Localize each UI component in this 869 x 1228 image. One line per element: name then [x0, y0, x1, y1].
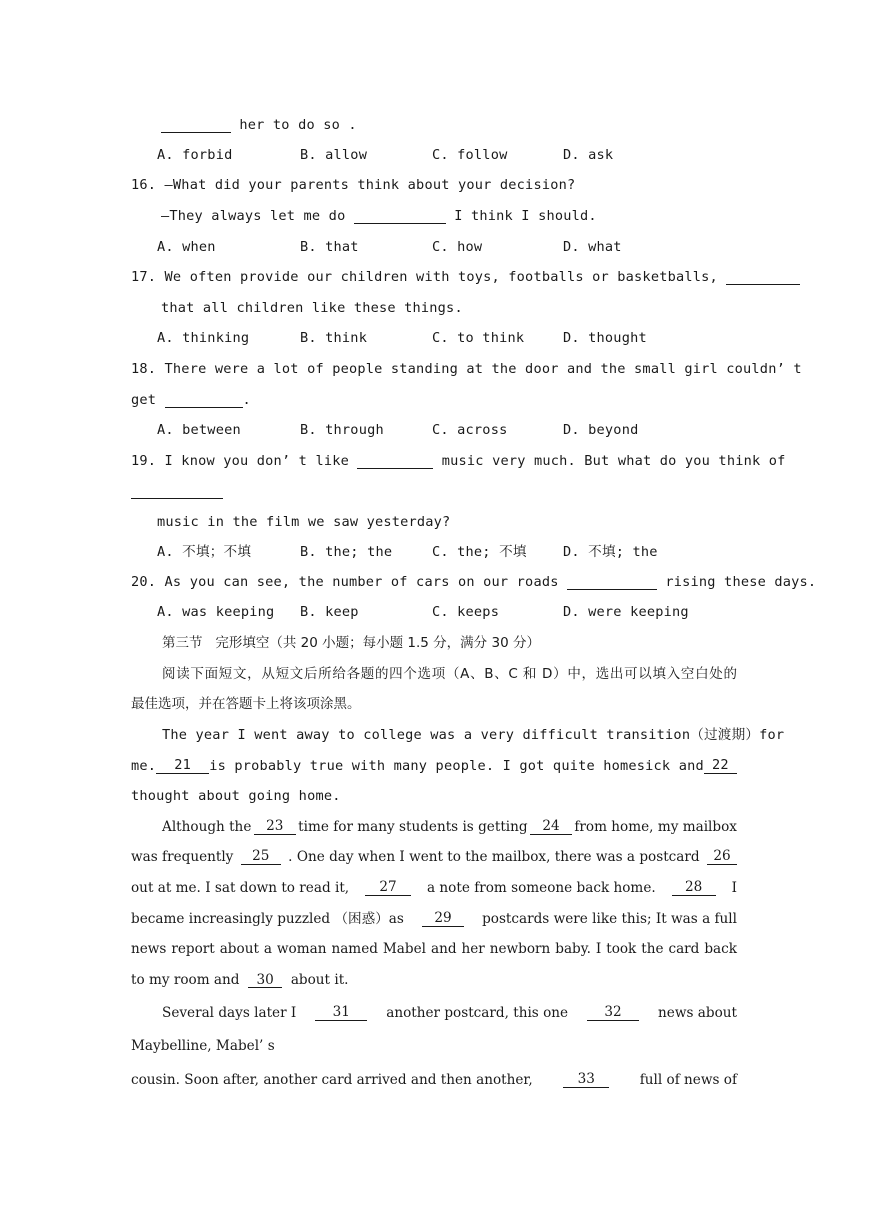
q18-cont — [131, 392, 251, 408]
section-instruction-line-2: 最佳选项，并在答题卡上将该项涂黑。 — [131, 696, 361, 712]
passage-text: to my room and — [131, 972, 240, 988]
q18-cont-b: . — [242, 392, 251, 408]
passage-text: Several days later I — [162, 1005, 297, 1021]
passage-text: news about — [658, 1005, 737, 1021]
blank-33: 33 — [563, 1072, 609, 1088]
passage-text: time for many students is getting — [298, 819, 528, 835]
q20-option-a: A. was keeping — [157, 604, 275, 620]
passage-text: is probably true with many people. I got quite homesick and — [209, 758, 704, 774]
q18-stem: 18. There were a lot of people standing at the door and the small girl couldn’ t — [131, 361, 802, 377]
q16-reply — [161, 208, 597, 224]
passage-text: cousin. Soon after, another card arrived and then another, — [131, 1072, 533, 1088]
passage-p2-line-2 — [131, 849, 737, 865]
blank-28: 28 — [672, 880, 716, 896]
q16-option-c: C. how — [432, 239, 483, 255]
passage-text: from home, my mailbox — [574, 819, 737, 835]
q15-text: her to do so . — [231, 117, 357, 133]
q15-option-a: A. forbid — [157, 147, 233, 163]
blank-30: 30 — [248, 973, 282, 988]
blank-27: 27 — [365, 880, 411, 896]
answer-blank — [131, 484, 223, 499]
answer-blank — [354, 209, 446, 224]
q18-option-b: B. through — [300, 422, 384, 438]
passage-p3-line-1 — [162, 1005, 737, 1021]
blank-24: 24 — [530, 819, 572, 835]
q20-option-d: D. were keeping — [563, 604, 689, 620]
answer-blank — [165, 393, 243, 408]
passage-p3-line-2: Maybelline, Mabel’ s — [131, 1038, 275, 1054]
q17-cont: that all children like these things. — [161, 300, 463, 316]
q20-option-c: C. keeps — [432, 604, 500, 620]
q19-option-d: D. 不填; the — [563, 544, 658, 560]
answer-blank — [726, 270, 800, 285]
answer-blank — [161, 118, 231, 133]
q19-blank-line — [131, 483, 223, 499]
blank-29: 29 — [422, 911, 464, 927]
q15-option-b: B. allow — [300, 147, 368, 163]
q16-option-d: D. what — [563, 239, 622, 255]
passage-p1-line-2 — [131, 758, 737, 774]
passage-text: . One day when I went to the mailbox, there was a postcard — [288, 849, 700, 865]
q18-cont-a: get — [131, 392, 165, 408]
q16-option-b: B. that — [300, 239, 359, 255]
passage-text: Although the — [162, 819, 252, 835]
q19-stem-b: music very much. But what do you think of — [433, 453, 786, 469]
section-instruction-line-1: 阅读下面短文，从短文后所给各题的四个选项（A、B、C 和 D）中，选出可以填入空白处的 — [162, 666, 737, 682]
q19-option-c: C. the; 不填 — [432, 544, 527, 560]
passage-p1-line-1: The year I went away to college was a very difficult transition（过渡期）for — [162, 727, 785, 743]
q16-option-a: A. when — [157, 239, 216, 255]
q19-cont: music in the film we saw yesterday? — [157, 514, 451, 530]
q18-option-c: C. across — [432, 422, 508, 438]
q15-line — [161, 117, 357, 133]
passage-text: I — [731, 880, 737, 896]
passage-text: another postcard, this one — [386, 1005, 569, 1021]
passage-text: a note from someone back home. — [427, 880, 656, 896]
q17-option-a: A. thinking — [157, 330, 250, 346]
blank-22: 22 — [704, 758, 737, 774]
blank-25: 25 — [241, 849, 281, 865]
passage-text: was frequently — [131, 849, 234, 865]
q16-reply-b: I think I should. — [445, 208, 597, 224]
passage-p2-line-3 — [131, 880, 737, 896]
q19-stem — [131, 453, 786, 469]
q19-option-b: B. the; the — [300, 544, 393, 560]
q17-option-d: D. thought — [563, 330, 647, 346]
q18-option-d: D. beyond — [563, 422, 639, 438]
passage-p2-line-5: news report about a woman named Mabel and her newborn baby. I took the card back — [131, 941, 737, 957]
q19-option-a: A. 不填；不填 — [157, 544, 252, 560]
q17-option-c: C. to think — [432, 330, 525, 346]
q20-stem-a: 20. As you can see, the number of cars on our roads — [131, 574, 567, 590]
q16-stem: 16. —What did your parents think about your decision? — [131, 177, 576, 193]
passage-p1-line-3: thought about going home. — [131, 788, 341, 804]
passage-text: full of news of — [639, 1072, 737, 1088]
q17-option-b: B. think — [300, 330, 368, 346]
q19-stem-a: 19. I know you don’ t like — [131, 453, 358, 469]
answer-blank — [357, 454, 433, 469]
passage-text: out at me. I sat down to read it, — [131, 880, 350, 896]
blank-31: 31 — [315, 1005, 367, 1021]
q17-stem-text: 17. We often provide our children with toys, footballs or basketballs, — [131, 269, 727, 285]
q20-stem-b: rising these days. — [656, 574, 817, 590]
section-heading: 第三节 完形填空（共 20 小题；每小题 1.5 分，满分 30 分） — [162, 635, 540, 651]
q16-reply-a: —They always let me do — [161, 208, 354, 224]
passage-text: became increasingly puzzled （困惑）as — [131, 911, 404, 927]
blank-26: 26 — [707, 849, 737, 865]
q17-stem — [131, 269, 800, 285]
blank-23: 23 — [254, 819, 296, 835]
passage-text: me. — [131, 758, 157, 774]
passage-p2-line-6 — [131, 972, 348, 988]
q20-option-b: B. keep — [300, 604, 359, 620]
q15-option-d: D. ask — [563, 147, 614, 163]
passage-p4-line-1 — [131, 1072, 737, 1088]
passage-text: about it. — [290, 972, 349, 988]
q20-stem — [131, 574, 816, 590]
passage-text: postcards were like this; It was a full — [482, 911, 737, 927]
blank-32: 32 — [587, 1005, 639, 1021]
answer-blank — [567, 575, 657, 590]
passage-p2-line-4 — [131, 911, 737, 927]
blank-21: 21 — [156, 758, 209, 774]
q15-option-c: C. follow — [432, 147, 508, 163]
passage-p2-line-1 — [162, 819, 737, 835]
q18-option-a: A. between — [157, 422, 241, 438]
